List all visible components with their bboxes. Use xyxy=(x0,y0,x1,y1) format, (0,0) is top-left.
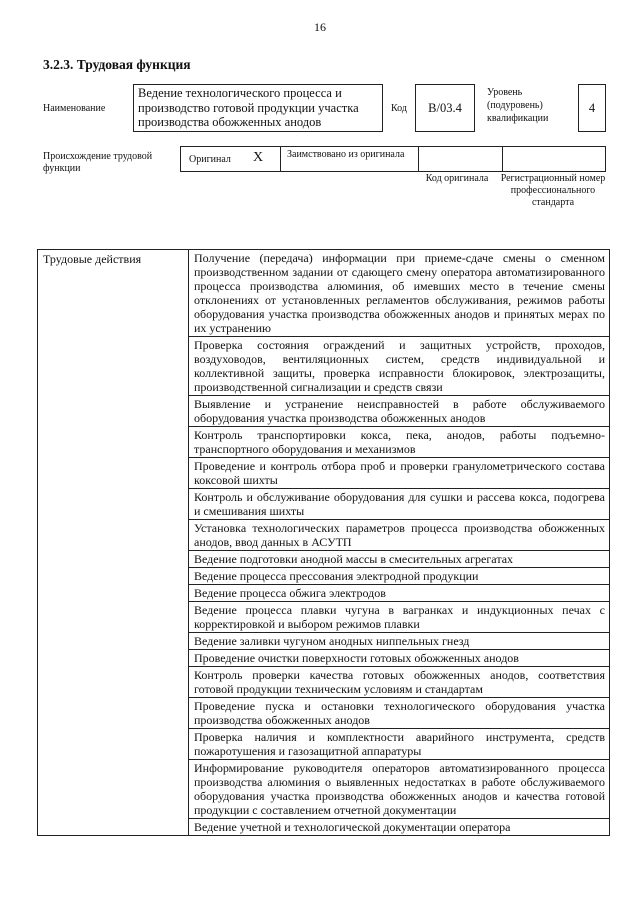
labor-actions-body xyxy=(38,250,610,836)
labor-action: Информирование руководителя операторов автоматизированного процесса производства алюминия о выявленных недостатках в работе обслуживаемого оборудования участка производства обожженных анодов и качества готовой продукции с составлением отчетной документации xyxy=(189,760,610,819)
reg-number-caption: Регистрационный номер профессионального стандарта xyxy=(500,173,606,208)
labor-action: Ведение учетной и технологической документации оператора xyxy=(189,819,610,836)
origin-label: Происхождение трудовой функции xyxy=(43,151,153,174)
labor-actions-table xyxy=(37,249,610,836)
code-value: B/03.4 xyxy=(415,84,475,132)
code-label: Код xyxy=(391,103,407,114)
level-value: 4 xyxy=(578,84,606,132)
original-label: Оригинал xyxy=(189,154,231,165)
level-label xyxy=(487,86,548,125)
labor-action: Ведение процесса обжига электродов xyxy=(189,585,610,602)
code-original-caption: Код оригинала xyxy=(425,173,489,184)
labor-action: Ведение процесса прессования электродной продукции xyxy=(189,568,610,585)
name-value: Ведение технологического процесса и производство готовой продукции участка производства обожженных анодов xyxy=(133,84,383,132)
row-header: Трудовые действия xyxy=(38,250,189,836)
labor-action: Проведение очистки поверхности готовых обожженных анодов xyxy=(189,650,610,667)
labor-action: Контроль и обслуживание оборудования для сушки и рассева кокса, подогрева и смешивания шихты xyxy=(189,489,610,520)
level-label-line-1: Уровень xyxy=(487,87,523,98)
borrowed-cell xyxy=(281,147,419,171)
labor-action: Ведение заливки чугуном анодных ниппельных гнезд xyxy=(189,633,610,650)
borrowed-label: Заимствовано из оригинала xyxy=(287,149,405,160)
section-title: 3.2.3. Трудовая функция xyxy=(43,57,191,72)
page-number: 16 xyxy=(314,20,326,34)
labor-action: Проверка наличия и комплектности аварийного инструмента, средств пожаротушения и газозащитной аппаратуры xyxy=(189,729,610,760)
labor-action: Контроль транспортировки кокса, пека, анодов, работы подъемно-транспортного оборудования и механизмов xyxy=(189,427,610,458)
labor-action: Получение (передача) информации при приеме-сдаче смены о сменном производственном задании от сдающего смену оператора автоматизированного процесса производства алюминия, об имевших место в течение смены отклонениях от установленных регламентов обслуживания, режимов работы оборудования участка производства обожженных анодов и принятых мерах по их устранению xyxy=(189,250,610,337)
labor-action: Проведение пуска и остановки технологического оборудования участка производства обожженных анодов xyxy=(189,698,610,729)
table-row xyxy=(38,250,610,337)
origin-row xyxy=(180,146,606,172)
level-label-line-3: квалификации xyxy=(487,113,549,124)
labor-action: Выявление и устранение неисправностей в работе обслуживаемого оборудования участка производства обожженных анодов xyxy=(189,396,610,427)
labor-action: Контроль проверки качества готовых обожженных анодов, соответствия готовой продукции техническим условиям и стандартам xyxy=(189,667,610,698)
labor-action: Ведение процесса плавки чугуна в вагранках и индукционных печах с корректировкой и выбором режимов плавки xyxy=(189,602,610,633)
labor-action: Проведение и контроль отбора проб и проверки гранулометрического состава коксовой шихты xyxy=(189,458,610,489)
labor-action: Установка технологических параметров процесса производства обожженных анодов, ввод данных в АСУТП xyxy=(189,520,610,551)
name-label: Наименование xyxy=(43,103,106,114)
original-mark: X xyxy=(253,150,264,165)
code-original-cell xyxy=(419,147,503,171)
level-label-line-2: (подуровень) xyxy=(487,100,543,111)
labor-action: Ведение подготовки анодной массы в смесительных агрегатах xyxy=(189,551,610,568)
labor-action: Проверка состояния ограждений и защитных устройств, проходов, воздуховодов, вентиляционных систем, средств индивидуальной и коллективной защиты, проверка исправности блокировок, электрозащиты, производственной сигнализации и средств связи xyxy=(189,337,610,396)
original-cell xyxy=(181,147,281,171)
